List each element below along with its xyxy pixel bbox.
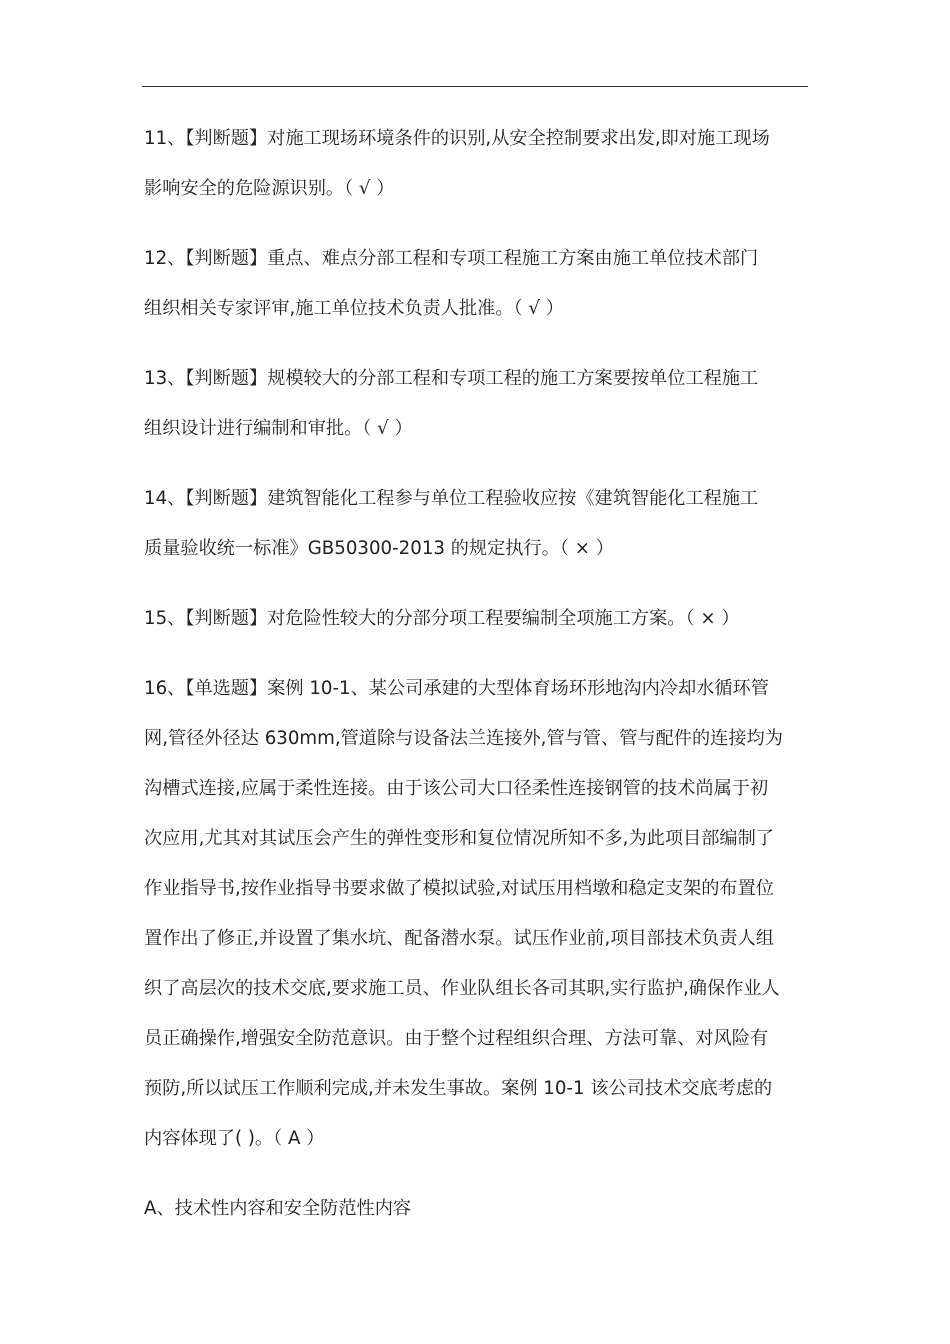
question-text-line: 预防,所以试压工作顺利完成,并未发生事故。案例 10-1 该公司技术交底考虑的	[144, 1078, 773, 1099]
question-text-line: 组织设计进行编制和审批。（ √ ）	[144, 418, 413, 439]
question-text-line: 14、【判断题】建筑智能化工程参与单位工程验收应按《建筑智能化工程施工	[144, 488, 759, 509]
header-rule	[142, 86, 808, 87]
question-13	[144, 354, 812, 454]
question-text-line: 12、【判断题】重点、难点分部工程和专项工程施工方案由施工单位技术部门	[144, 248, 759, 269]
question-16	[144, 664, 812, 1164]
question-12	[144, 234, 812, 334]
question-text-line: 15、【判断题】对危险性较大的分部分项工程要编制全项施工方案。（ × ）	[144, 608, 740, 629]
question-11	[144, 114, 812, 214]
question-text-line: 影响安全的危险源识别。（ √ ）	[144, 178, 395, 199]
question-text-line: 13、【判断题】规模较大的分部工程和专项工程的施工方案要按单位工程施工	[144, 368, 759, 389]
question-list	[144, 114, 812, 1234]
question-text-line: 内容体现了( )。（ A ）	[144, 1128, 325, 1149]
question-text-line: 作业指导书,按作业指导书要求做了模拟试验,对试压用档墩和稳定支架的布置位	[144, 878, 774, 899]
question-text-line: 次应用,尤其对其试压会产生的弹性变形和复位情况所知不多,为此项目部编制了	[144, 828, 774, 849]
answer-option-a: A、技术性内容和安全防范性内容	[144, 1198, 412, 1219]
question-text-line: 网,管径外径达 630mm,管道除与设备法兰连接外,管与管、管与配件的连接均为	[144, 728, 783, 749]
question-text-line: 组织相关专家评审,施工单位技术负责人批准。（ √ ）	[144, 298, 564, 319]
question-15	[144, 594, 812, 644]
question-text-line: 置作出了修正,并设置了集水坑、配备潜水泵。试压作业前,项目部技术负责人组	[144, 928, 774, 949]
question-text-line: 质量验收统一标准》GB50300-2013 的规定执行。（ × ）	[144, 538, 614, 559]
question-14	[144, 474, 812, 574]
question-text-line: 16、【单选题】案例 10-1、某公司承建的大型体育场环形地沟内冷却水循环管	[144, 678, 769, 699]
question-text-line: 员正确操作,增强安全防范意识。由于整个过程组织合理、方法可靠、对风险有	[144, 1028, 769, 1049]
question-text-line: 11、【判断题】对施工现场环境条件的识别,从安全控制要求出发,即对施工现场	[144, 128, 770, 149]
question-text-line: 沟槽式连接,应属于柔性连接。由于该公司大口径柔性连接钢管的技术尚属于初	[144, 778, 769, 799]
question-text-line: 织了高层次的技术交底,要求施工员、作业队组长各司其职,实行监护,确保作业人	[144, 978, 780, 999]
